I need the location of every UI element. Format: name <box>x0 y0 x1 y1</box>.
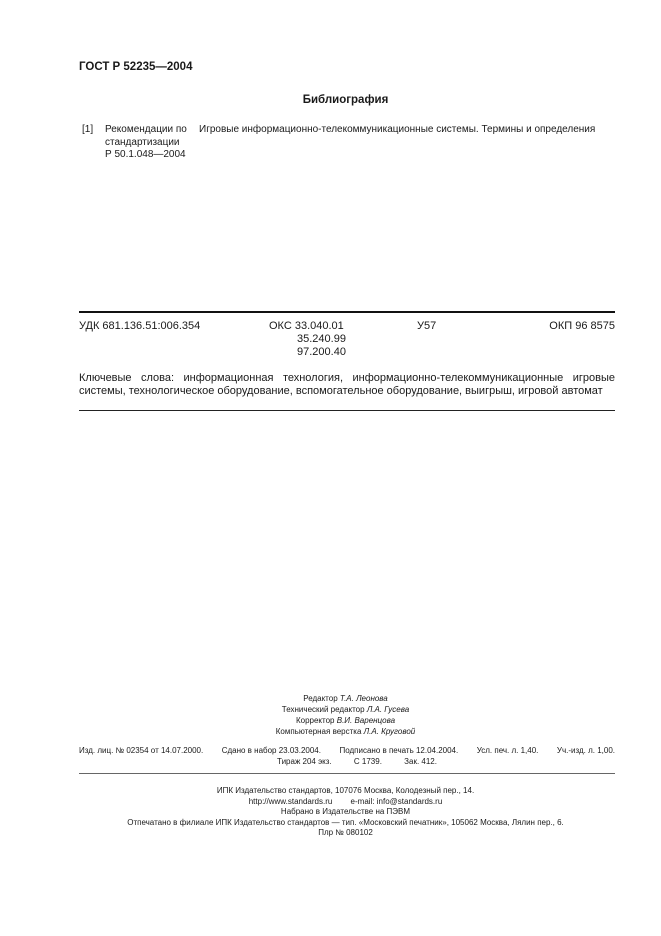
publisher-email: e-mail: info@standards.ru <box>350 796 443 806</box>
u-code: У57 <box>417 320 437 332</box>
signed-date: Подписано в печать 12.04.2004. <box>339 746 459 755</box>
reference-number: [1] <box>82 124 94 135</box>
publication-info <box>79 745 615 767</box>
print-sheets: Усл. печ. л. 1,40. <box>476 746 539 755</box>
credit-line <box>30 704 661 715</box>
plr-number: Плр № 080102 <box>318 828 373 837</box>
typeset-date: Сдано в набор 23.03.2004. <box>221 746 321 755</box>
reference-source <box>105 124 195 162</box>
okp-code: ОКП 96 8575 <box>549 320 615 332</box>
credit-name: Л.А. Круговой <box>363 727 416 736</box>
publication-row <box>79 756 615 767</box>
oks-code: ОКС 33.040.01 <box>269 320 344 332</box>
publisher-website: http://www.standards.ru <box>248 796 333 806</box>
credit-line <box>30 715 661 726</box>
publisher-sheets: Уч.-изд. л. 1,00. <box>556 746 615 755</box>
credit-role: Технический редактор <box>281 705 365 714</box>
oks-codes <box>269 320 346 359</box>
credits-block <box>0 693 661 737</box>
oks-code: 35.240.99 <box>297 333 346 345</box>
credit-line <box>30 693 661 704</box>
keywords: Ключевые слова: информационная технология, информационно-телекоммуникационные игровые системы, технологическое оборудование, вспомогательное оборудование, выигрыш, игровой автомат <box>79 372 615 397</box>
divider-keywords <box>79 410 615 411</box>
credit-line <box>30 726 661 737</box>
publication-row <box>79 745 615 756</box>
credit-role: Редактор <box>303 694 338 703</box>
license-info: Изд. лиц. № 02354 от 14.07.2000. <box>79 746 204 755</box>
divider-publication <box>79 773 615 774</box>
reference-source-line: стандартизации <box>105 136 180 148</box>
publisher-block <box>0 786 661 839</box>
reference-source-line: Рекомендации по <box>105 124 187 135</box>
credit-name: Л.А. Гусева <box>366 705 410 714</box>
c-code: С 1739. <box>353 757 382 766</box>
reference-title: Игровые информационно-телекоммуникационные системы. Термины и определения <box>199 124 596 135</box>
document-code: ГОСТ Р 52235—2004 <box>79 61 193 73</box>
typeset-note: Набрано в Издательстве на ПЭВМ <box>280 807 411 816</box>
credit-name: Т.А. Леонова <box>339 694 388 703</box>
divider-top <box>79 311 615 313</box>
printing-note: Отпечатано в филиале ИПК Издательство стандартов — тип. «Московский печатник», 105062 Москва, Лялин пер., 6. <box>127 817 564 827</box>
order-number: Зак. 412. <box>404 757 437 766</box>
print-run: Тираж 204 экз. <box>277 757 332 766</box>
bibliography-title: Библиография <box>302 94 389 106</box>
credit-name: В.И. Варенцова <box>336 716 396 725</box>
publisher-contacts <box>30 797 661 808</box>
udk-code: УДК 681.136.51:006.354 <box>79 320 201 332</box>
publisher-address: ИПК Издательство стандартов, 107076 Москва, Колодезный пер., 14. <box>216 786 475 795</box>
oks-code: 97.200.40 <box>297 346 346 358</box>
credit-role: Компьютерная верстка <box>275 727 362 736</box>
credit-role: Корректор <box>295 716 335 725</box>
reference-source-line: Р 50.1.048—2004 <box>105 149 186 160</box>
